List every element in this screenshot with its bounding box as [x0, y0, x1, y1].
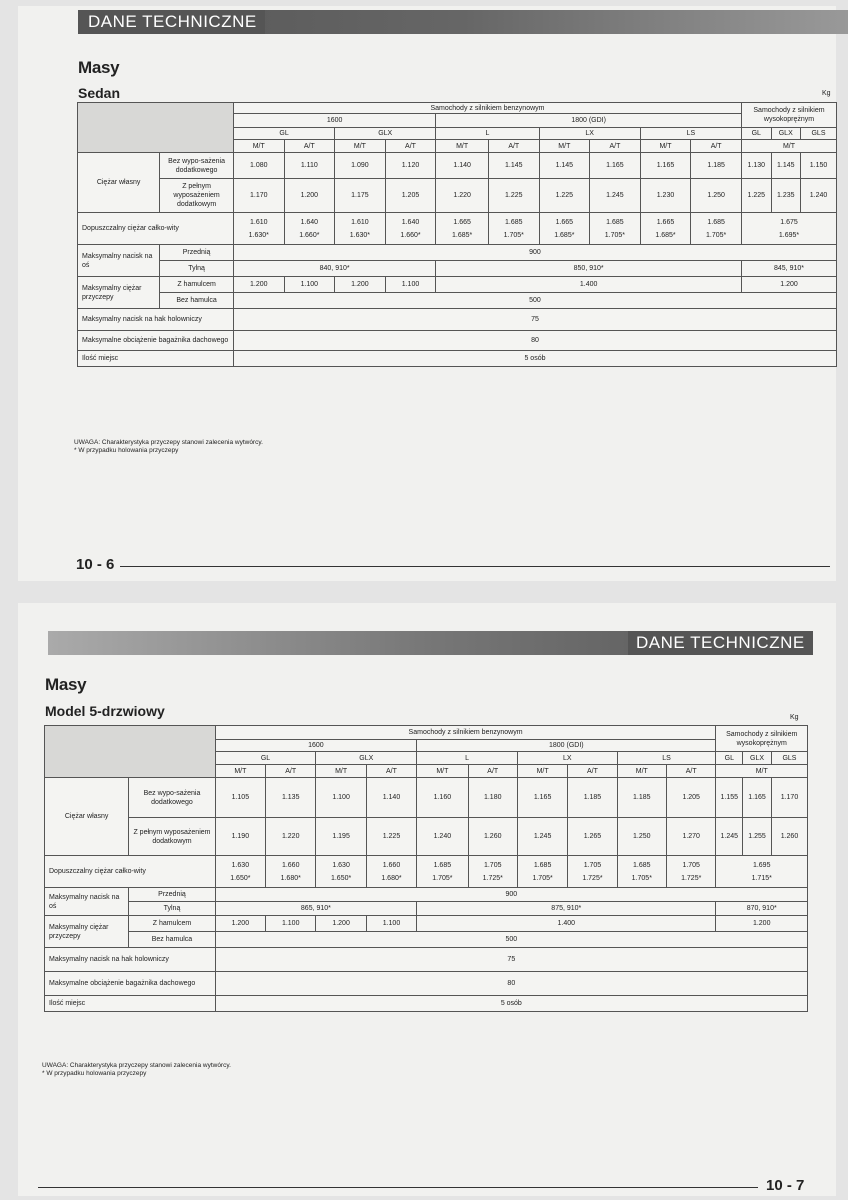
weight-value: 1.160 — [417, 778, 468, 818]
row-label-with-equipment: Z pełnym wyposażeniem dodatkowym — [160, 179, 234, 213]
table-row — [78, 277, 837, 293]
weight-value: 1.120 — [385, 153, 436, 179]
row-label-unbraked: Bez hamulca — [160, 293, 234, 309]
weight-value: 1.185 — [691, 153, 742, 179]
gvw-value — [590, 213, 641, 245]
page-10-6 — [18, 6, 836, 581]
gvw-value — [335, 213, 386, 245]
gvw-value — [316, 856, 366, 888]
weight-value: 1.090 — [335, 153, 386, 179]
table-row — [45, 888, 808, 902]
row-label-without-equipment: Bez wypo-sażenia dodatkowego — [160, 153, 234, 179]
table-row — [45, 932, 808, 948]
gvw-value-towing: 1.705* — [604, 231, 626, 239]
gvw-value — [366, 856, 416, 888]
weight-value: 1.180 — [468, 778, 517, 818]
braked-value: 1.200 — [316, 916, 366, 932]
weight-value: 1.250 — [691, 179, 742, 213]
header-trim: LS — [640, 128, 741, 140]
header-transmission: A/T — [468, 765, 517, 778]
braked-value: 1.200 — [335, 277, 386, 293]
gvw-value-towing: 1.705* — [503, 231, 524, 239]
roof-value: 80 — [233, 331, 836, 351]
weight-value: 1.130 — [742, 153, 772, 179]
row-label-roof: Maksymalne obciążenie bagażnika dachowego — [45, 972, 216, 996]
header-transmission: M/T — [417, 765, 468, 778]
braked-value: 1.200 — [233, 277, 284, 293]
gvw-value-standard: 1.610 — [351, 218, 369, 226]
gvw-value-towing: 1.685* — [554, 231, 575, 239]
weight-value: 1.245 — [517, 818, 567, 856]
front-axle-value: 900 — [215, 888, 807, 902]
page-title: Masy — [45, 675, 87, 694]
weight-value: 1.185 — [617, 778, 666, 818]
row-label-gvw: Dopuszczalny ciężar całko-wity — [45, 856, 216, 888]
gvw-value-diesel — [742, 213, 837, 245]
table-row — [78, 245, 837, 261]
header-trim: LX — [539, 128, 640, 140]
header-trim: LS — [617, 752, 716, 765]
gvw-value-towing: 1.725* — [681, 874, 702, 882]
weight-value: 1.145 — [488, 153, 539, 179]
weight-value: 1.145 — [539, 153, 590, 179]
weight-value: 1.240 — [801, 179, 837, 213]
weight-value: 1.230 — [640, 179, 691, 213]
gvw-value-towing: 1.725* — [482, 874, 503, 882]
gvw-value-towing: 1.630* — [248, 231, 269, 239]
gvw-value — [568, 856, 617, 888]
header-transmission: A/T — [284, 140, 335, 153]
footer-rule — [38, 1187, 758, 1188]
corner-cell — [78, 103, 234, 153]
braked-value: 1.100 — [284, 277, 335, 293]
gvw-value-towing: 1.680* — [280, 874, 301, 882]
weight-value: 1.150 — [801, 153, 837, 179]
table-row — [45, 996, 808, 1012]
subtitle: Model 5-drzwiowy — [45, 703, 165, 719]
weight-value: 1.165 — [640, 153, 691, 179]
note-footnote: * W przypadku holowania przyczepy — [74, 447, 179, 454]
header-transmission: A/T — [266, 765, 316, 778]
weight-value: 1.205 — [666, 778, 715, 818]
row-label-without-equipment: Bez wypo-sażenia dodatkowego — [129, 778, 215, 818]
gvw-value-towing: 1.695* — [778, 231, 800, 239]
header-transmission: M/T — [617, 765, 666, 778]
header-transmission: M/T — [316, 765, 366, 778]
weight-value: 1.170 — [771, 778, 807, 818]
gvw-value-standard: 1.685 — [633, 861, 651, 869]
roof-value: 80 — [215, 972, 807, 996]
header-transmission: M/T — [335, 140, 386, 153]
row-label-front: Przednią — [160, 245, 234, 261]
weight-value: 1.225 — [742, 179, 772, 213]
header-diesel-transmission: M/T — [742, 140, 837, 153]
header-engine-1800: 1800 (GDI) — [417, 740, 716, 752]
table-row — [78, 331, 837, 351]
table-row — [45, 726, 808, 740]
gvw-value-towing: 1.715* — [751, 874, 772, 882]
braked-value: 1.100 — [266, 916, 316, 932]
header-trim: L — [417, 752, 518, 765]
row-label-trailer: Maksymalny ciężar przyczepy — [45, 916, 129, 948]
gvw-value-standard: 1.610 — [249, 218, 268, 226]
hitch-value: 75 — [215, 948, 807, 972]
header-transmission: M/T — [539, 140, 590, 153]
row-label-rear: Tylną — [129, 902, 215, 916]
header-diesel: Samochody z silnikiem wysokoprężnym — [742, 103, 837, 128]
table-row — [45, 948, 808, 972]
weight-value: 1.225 — [488, 179, 539, 213]
table-row — [78, 153, 837, 179]
unbraked-value: 500 — [233, 293, 836, 309]
mass-table-5door — [44, 725, 808, 1012]
header-trim: LX — [517, 752, 617, 765]
header-transmission: A/T — [666, 765, 715, 778]
gvw-value-standard: 1.685 — [433, 861, 452, 869]
gvw-value — [284, 213, 335, 245]
unit-label: Kg — [822, 90, 831, 97]
table-row — [78, 213, 837, 245]
weight-value: 1.110 — [284, 153, 335, 179]
rear-axle-value-diesel: 870, 910* — [716, 902, 808, 916]
gvw-value — [617, 856, 666, 888]
header-engine-1600: 1600 — [215, 740, 417, 752]
table-row — [78, 351, 837, 367]
gvw-value-standard: 1.685 — [606, 218, 624, 226]
gvw-value-standard: 1.705 — [483, 861, 502, 869]
header-trim: GLX — [316, 752, 417, 765]
gvw-value — [539, 213, 590, 245]
table-row — [78, 103, 837, 114]
mass-table-sedan — [77, 102, 837, 367]
gvw-value-towing: 1.705* — [706, 231, 727, 239]
row-label-hitch: Maksymalny nacisk na hak holowniczy — [78, 309, 234, 331]
weight-value: 1.100 — [316, 778, 366, 818]
row-label-own-weight: Ciężar własny — [45, 778, 129, 856]
table-row — [45, 902, 808, 916]
gvw-value-standard: 1.630 — [332, 861, 350, 869]
header-diesel-trim: GLS — [771, 752, 807, 765]
gvw-value-standard: 1.660 — [382, 861, 401, 869]
gvw-value-towing: 1.705* — [532, 874, 553, 882]
weight-value: 1.155 — [716, 778, 743, 818]
seats-value: 5 osób — [233, 351, 836, 367]
row-label-trailer: Maksymalny ciężar przyczepy — [78, 277, 160, 309]
gvw-value-towing: 1.650* — [330, 874, 352, 882]
gvw-value-standard: 1.685 — [504, 218, 523, 226]
header-transmission: A/T — [385, 140, 436, 153]
header-petrol: Samochody z silnikiem benzynowym — [215, 726, 716, 740]
header-transmission: M/T — [233, 140, 284, 153]
gvw-value-standard: 1.630 — [231, 861, 250, 869]
weight-value: 1.080 — [233, 153, 284, 179]
weight-value: 1.140 — [366, 778, 416, 818]
gvw-value-standard: 1.685 — [533, 861, 552, 869]
header-transmission: A/T — [590, 140, 641, 153]
weight-value: 1.190 — [215, 818, 265, 856]
weight-value: 1.165 — [743, 778, 772, 818]
gvw-value-towing: 1.685* — [452, 231, 473, 239]
row-label-roof: Maksymalne obciążenie bagażnika dachowego — [78, 331, 234, 351]
table-row — [78, 179, 837, 213]
gvw-value-towing: 1.685* — [655, 231, 676, 239]
weight-value: 1.175 — [335, 179, 386, 213]
row-label-rear: Tylną — [160, 261, 234, 277]
weight-value: 1.205 — [385, 179, 436, 213]
weight-value: 1.255 — [743, 818, 772, 856]
header-diesel-transmission: M/T — [716, 765, 808, 778]
gvw-value-towing: 1.660* — [400, 231, 421, 239]
row-label-unbraked: Bez hamulca — [129, 932, 215, 948]
table-row — [78, 293, 837, 309]
rear-axle-value-diesel: 845, 910* — [742, 261, 837, 277]
banner-title: DANE TECHNICZNE — [80, 10, 265, 34]
header-trim: GL — [233, 128, 334, 140]
gvw-value-towing: 1.705* — [432, 874, 453, 882]
weight-value: 1.235 — [771, 179, 801, 213]
gvw-value-towing: 1.660* — [299, 231, 320, 239]
gvw-value-towing: 1.725* — [582, 874, 603, 882]
note-uwaga: UWAGA: Charakterystyka przyczepy stanowi zalecenia wytwórcy. — [42, 1062, 231, 1069]
gvw-value-standard: 1.640 — [300, 218, 319, 226]
footer-rule — [120, 566, 830, 567]
row-label-seats: Ilość miejsc — [78, 351, 234, 367]
header-diesel-trim: GLX — [743, 752, 772, 765]
row-label-seats: Ilość miejsc — [45, 996, 216, 1012]
header-petrol: Samochody z silnikiem benzynowym — [233, 103, 741, 114]
header-transmission: A/T — [488, 140, 539, 153]
corner-cell — [45, 726, 216, 778]
braked-value: 1.200 — [215, 916, 265, 932]
seats-value: 5 osób — [215, 996, 807, 1012]
weight-value: 1.185 — [568, 778, 617, 818]
rear-axle-value-1600: 865, 910* — [215, 902, 417, 916]
banner-title: DANE TECHNICZNE — [628, 631, 813, 655]
braked-value-diesel: 1.200 — [716, 916, 808, 932]
weight-value: 1.165 — [517, 778, 567, 818]
gvw-value — [488, 213, 539, 245]
table-row — [45, 972, 808, 996]
weight-value: 1.105 — [215, 778, 265, 818]
gvw-value — [417, 856, 468, 888]
table-row — [45, 778, 808, 818]
table-row — [78, 309, 837, 331]
weight-value: 1.195 — [316, 818, 366, 856]
gvw-value-standard: 1.705 — [682, 861, 700, 869]
braked-value: 1.100 — [385, 277, 436, 293]
gvw-value-standard: 1.685 — [707, 218, 725, 226]
gvw-value-standard: 1.665 — [656, 218, 675, 226]
weight-value: 1.220 — [266, 818, 316, 856]
gvw-value-standard: 1.695 — [752, 861, 771, 869]
weight-value: 1.270 — [666, 818, 715, 856]
table-row — [45, 818, 808, 856]
gvw-value — [640, 213, 691, 245]
front-axle-value: 900 — [233, 245, 836, 261]
header-engine-1600: 1600 — [233, 114, 435, 128]
header-transmission: A/T — [366, 765, 416, 778]
header-transmission: M/T — [215, 765, 265, 778]
gvw-value-standard: 1.640 — [401, 218, 420, 226]
note-uwaga: UWAGA: Charakterystyka przyczepy stanowi zalecenia wytwórcy. — [74, 439, 263, 446]
table-row — [45, 916, 808, 932]
header-transmission: M/T — [517, 765, 567, 778]
gvw-value — [215, 856, 265, 888]
gvw-value-standard: 1.660 — [281, 861, 300, 869]
header-diesel-trim: GLS — [801, 128, 837, 140]
weight-value: 1.135 — [266, 778, 316, 818]
header-transmission: A/T — [568, 765, 617, 778]
header-trim: L — [436, 128, 539, 140]
weight-value: 1.240 — [417, 818, 468, 856]
header-engine-1800: 1800 (GDI) — [436, 114, 742, 128]
weight-value: 1.250 — [617, 818, 666, 856]
subtitle: Sedan — [78, 85, 121, 101]
braked-value-1800: 1.400 — [436, 277, 742, 293]
table-row — [78, 261, 837, 277]
gvw-value-standard: 1.665 — [555, 218, 574, 226]
gvw-value-diesel — [716, 856, 808, 888]
gvw-value — [266, 856, 316, 888]
table-row — [45, 856, 808, 888]
weight-value: 1.225 — [366, 818, 416, 856]
weight-value: 1.145 — [771, 153, 801, 179]
header-transmission: A/T — [691, 140, 742, 153]
rear-axle-value-1800: 875, 910* — [417, 902, 716, 916]
weight-value: 1.165 — [590, 153, 641, 179]
gvw-value — [233, 213, 284, 245]
weight-value: 1.245 — [590, 179, 641, 213]
weight-value: 1.170 — [233, 179, 284, 213]
gvw-value — [691, 213, 742, 245]
header-trim: GLX — [335, 128, 436, 140]
weight-value: 1.245 — [716, 818, 743, 856]
gvw-value-towing: 1.650* — [230, 874, 251, 882]
row-label-braked: Z hamulcem — [160, 277, 234, 293]
gvw-value-standard: 1.675 — [780, 218, 798, 226]
rear-axle-value-1800: 850, 910* — [436, 261, 742, 277]
gvw-value — [517, 856, 567, 888]
header-diesel-trim: GLX — [771, 128, 801, 140]
note-footnote: * W przypadku holowania przyczepy — [42, 1070, 147, 1077]
braked-value-diesel: 1.200 — [742, 277, 837, 293]
header-transmission: M/T — [436, 140, 489, 153]
gvw-value-standard: 1.705 — [583, 861, 602, 869]
row-label-own-weight: Ciężar własny — [78, 153, 160, 213]
gvw-value — [436, 213, 489, 245]
gvw-value-towing: 1.630* — [349, 231, 371, 239]
header-trim: GL — [215, 752, 316, 765]
weight-value: 1.260 — [468, 818, 517, 856]
hitch-value: 75 — [233, 309, 836, 331]
gvw-value-towing: 1.705* — [631, 874, 652, 882]
header-diesel-trim: GL — [716, 752, 743, 765]
page-10-7 — [18, 603, 836, 1196]
row-label-axle: Maksymalny nacisk na oś — [78, 245, 160, 277]
weight-value: 1.260 — [771, 818, 807, 856]
header-transmission: M/T — [640, 140, 691, 153]
gvw-value — [385, 213, 436, 245]
row-label-with-equipment: Z pełnym wyposażeniem dodatkowym — [129, 818, 215, 856]
row-label-braked: Z hamulcem — [129, 916, 215, 932]
page-number: 10 - 6 — [76, 556, 115, 573]
header-diesel-trim: GL — [742, 128, 772, 140]
gvw-value-towing: 1.680* — [381, 874, 402, 882]
header-diesel: Samochody z silnikiem wysokoprężnym — [716, 726, 808, 752]
weight-value: 1.200 — [284, 179, 335, 213]
weight-value: 1.140 — [436, 153, 489, 179]
row-label-front: Przednią — [129, 888, 215, 902]
row-label-gvw: Dopuszczalny ciężar całko-wity — [78, 213, 234, 245]
rear-axle-value-1600: 840, 910* — [233, 261, 435, 277]
weight-value: 1.265 — [568, 818, 617, 856]
unit-label: Kg — [790, 714, 799, 721]
weight-value: 1.220 — [436, 179, 489, 213]
row-label-axle: Maksymalny nacisk na oś — [45, 888, 129, 916]
row-label-hitch: Maksymalny nacisk na hak holowniczy — [45, 948, 216, 972]
unbraked-value: 500 — [215, 932, 807, 948]
gvw-value — [666, 856, 715, 888]
page-number: 10 - 7 — [766, 1177, 805, 1194]
gvw-value — [468, 856, 517, 888]
braked-value-1800: 1.400 — [417, 916, 716, 932]
braked-value: 1.100 — [366, 916, 416, 932]
page-title: Masy — [78, 58, 120, 77]
weight-value: 1.225 — [539, 179, 590, 213]
gvw-value-standard: 1.665 — [453, 218, 471, 226]
